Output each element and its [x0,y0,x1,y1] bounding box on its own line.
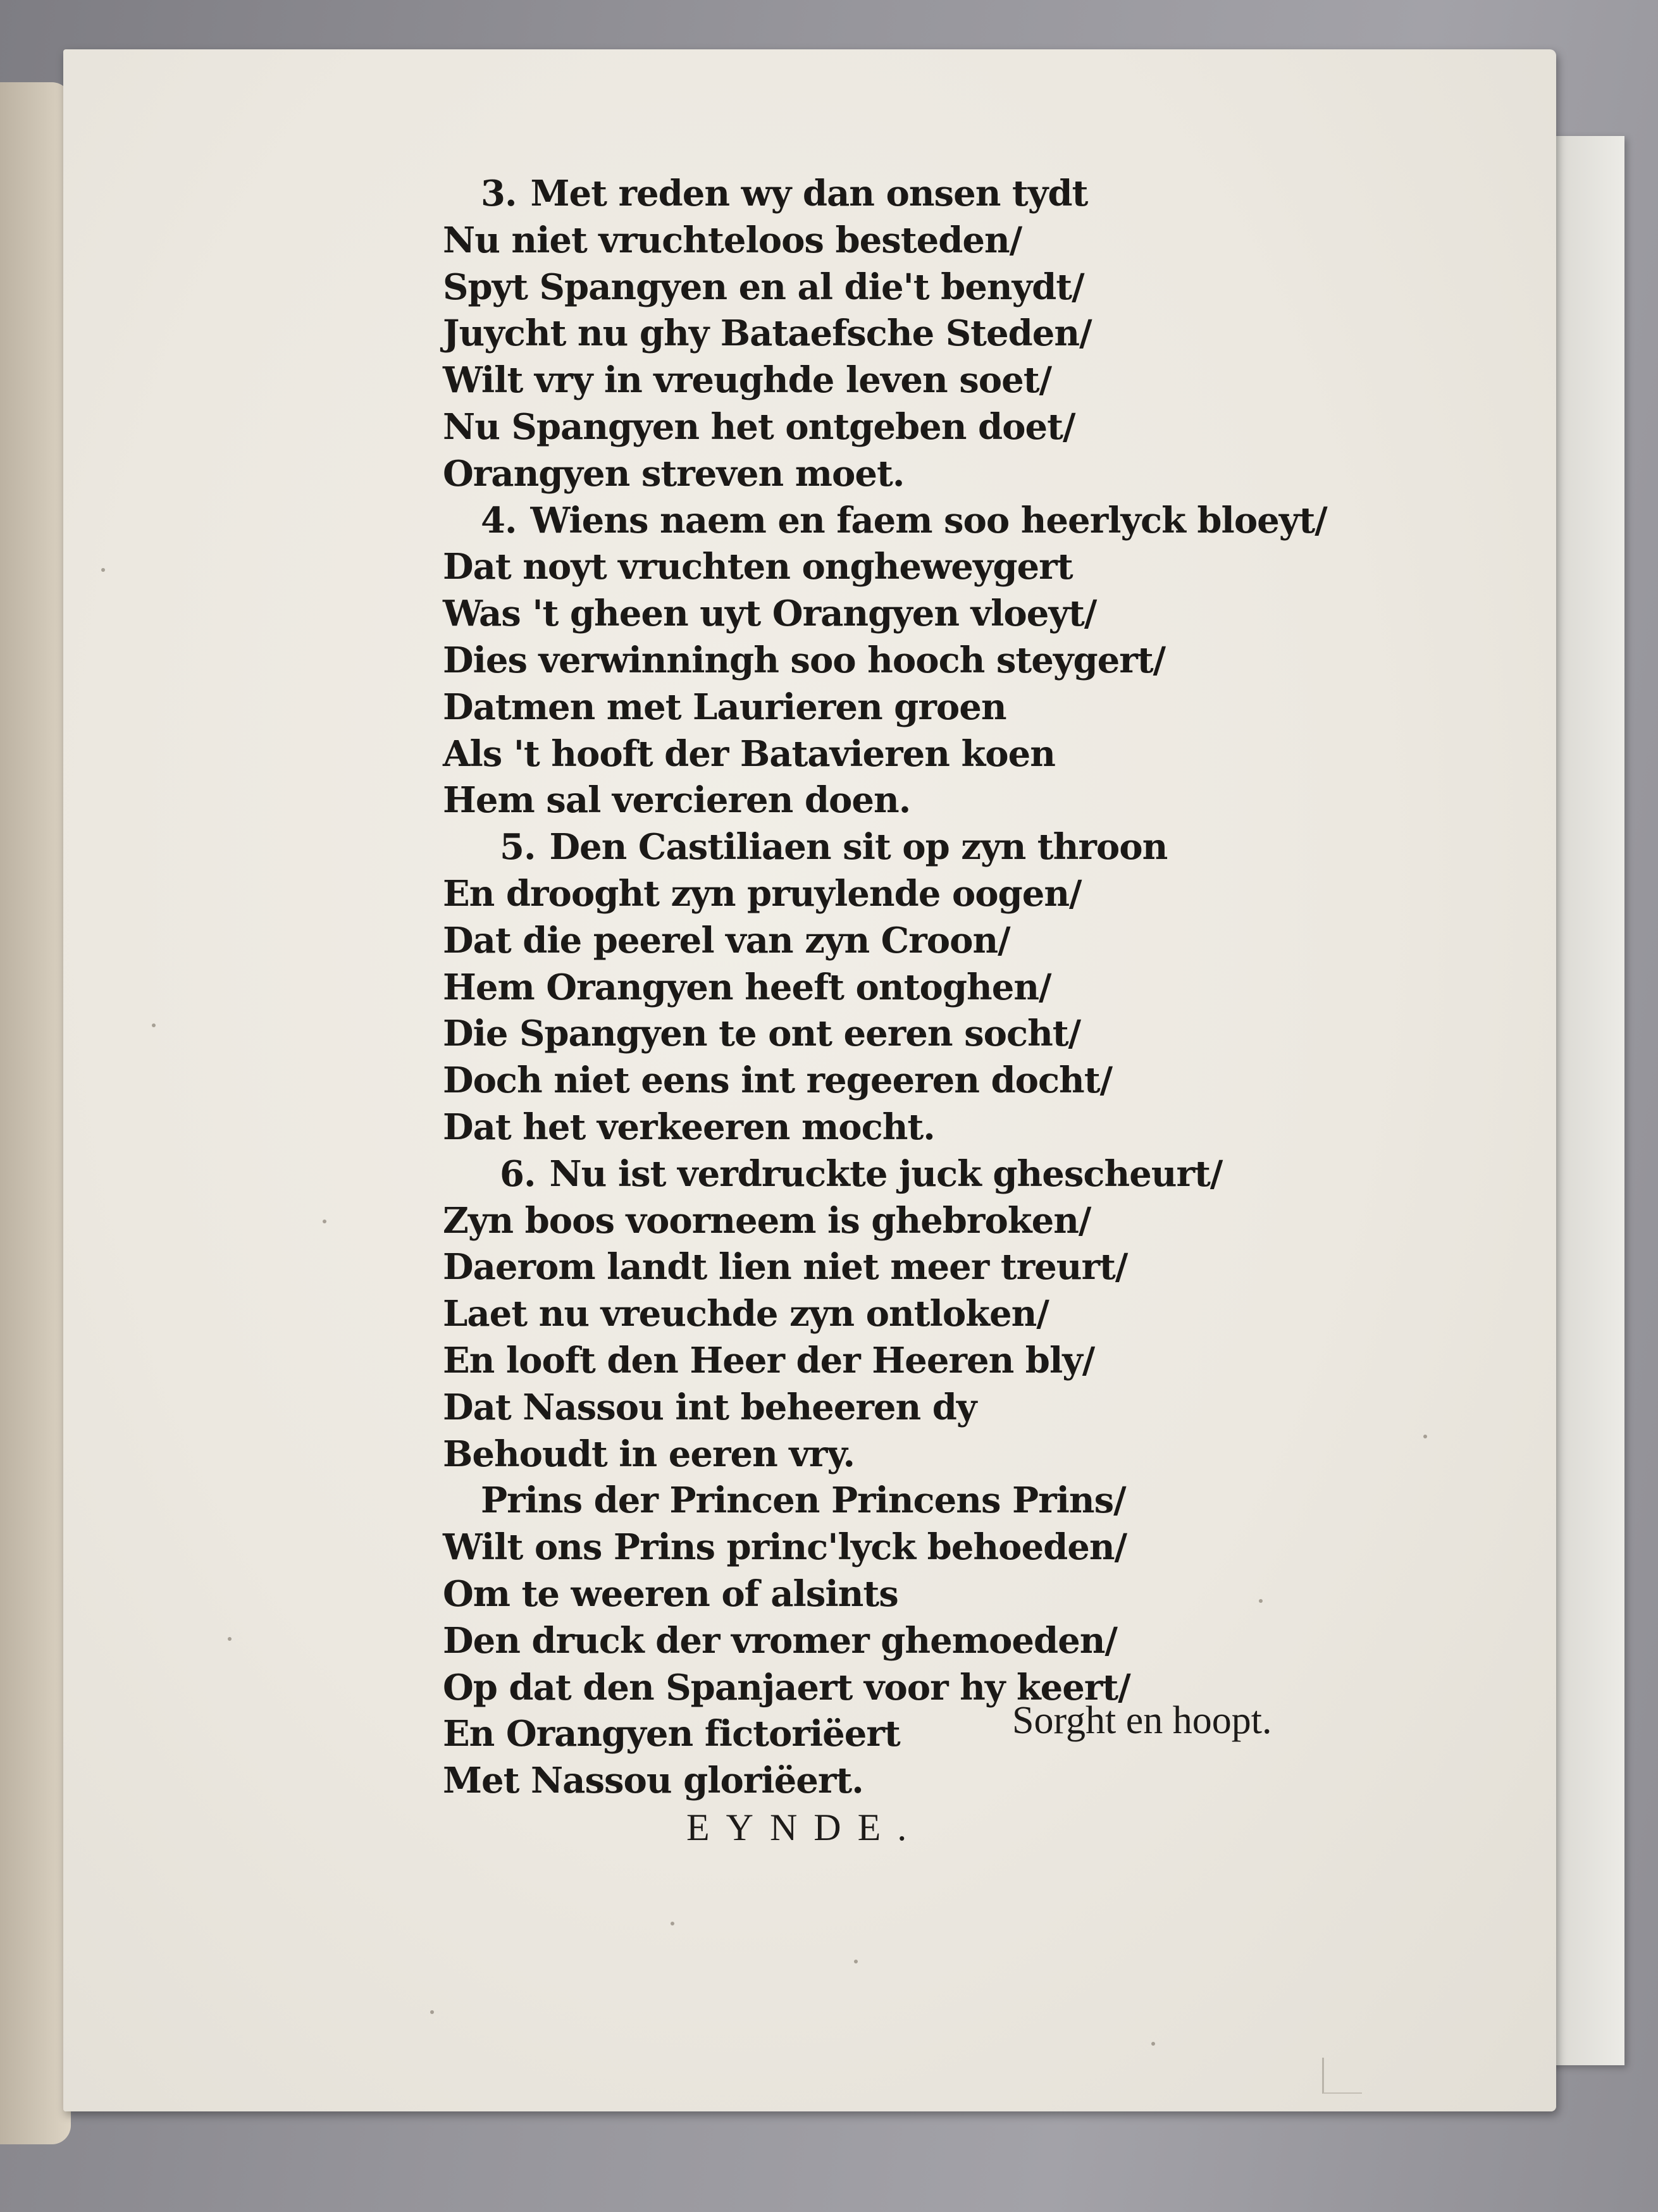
poem-line: Juycht nu ghy Bataefsche Steden/ [443,312,1092,355]
poem-line: Dat die peerel van zyn Croon/ [443,919,1010,961]
poem-line: Spyt Spangyen en al die't benydt/ [443,266,1084,308]
poem-line: Wilt vry in vreughde leven soet/ [443,359,1052,402]
poem-line: Nu Spangyen het ontgeben doet/ [443,405,1075,448]
previous-page-edge [0,82,71,2144]
poem-line: Behoudt in eeren vry. [443,1433,855,1475]
poem-line: Met Nassou gloriëert. [443,1760,863,1802]
poem-line: Wilt ons Prins princ'lyck behoeden/ [443,1526,1127,1569]
poem-line: Datmen met Laurieren groen [443,686,1006,728]
paper-speck [228,1637,232,1641]
poem-line: Daerom landt lien niet meer treurt/ [443,1246,1128,1288]
poem-line: Dat noyt vruchten ongheweygert [443,546,1073,588]
poem-line: Als 't hooft der Batavieren koen [443,732,1055,775]
poem-line: Laet nu vreuchde zyn ontloken/ [443,1293,1049,1335]
poem-line: Dat het verkeeren mocht. [443,1106,935,1148]
poem-line: Dat Nassou int beheeren dy [443,1386,977,1428]
poem-line: 6. Nu ist verdruckte juck ghescheurt/ [500,1152,1223,1195]
poem-text [443,171,1417,1805]
poem-line: Op dat den Spanjaert voor hy keert/ [443,1666,1130,1708]
poem-line: Hem sal vercieren doen. [443,779,911,822]
poem-line: Hem Orangyen heeft ontoghen/ [443,966,1051,1008]
poem-line: 4. Wiens naem en faem soo heerlyck bloeyt/ [481,499,1327,541]
poem-line: Dies verwinningh soo hooch steygert/ [443,639,1166,681]
poem-line: Die Spangyen te ont eeren socht/ [443,1013,1081,1055]
poem-line: Den druck der vromer ghemoeden/ [443,1619,1117,1662]
poem-line: 3. Met reden wy dan onsen tydt [481,173,1088,214]
poem-line: En Orangyen fictoriëert [443,1713,900,1755]
poem-line: Prins der Princen Princens Prins/ [481,1480,1126,1522]
paper-speck [671,1922,674,1925]
poem-line: Doch niet eens int regeeren docht/ [443,1060,1113,1102]
poem-line: Zyn boos voorneem is ghebroken/ [443,1199,1091,1242]
paper-speck [854,1960,858,1963]
poem-line: En drooght zyn pruylende oogen/ [443,872,1082,915]
poem-line: En looft den Heer der Heeren bly/ [443,1339,1095,1381]
poem-line: 5. Den Castiliaen sit op zyn throon [500,826,1168,868]
paper-speck [430,2010,434,2014]
paper-speck [1151,2042,1155,2046]
paper-speck [101,568,105,572]
poem-line: Orangyen streven moet. [443,452,905,495]
page-crease [1322,2058,1362,2094]
poem-line: Nu niet vruchteloos besteden/ [443,219,1022,261]
paper-speck [1423,1435,1427,1438]
ending-word: EYNDE. [686,1807,924,1848]
paper-speck [323,1220,326,1223]
poem-line: Was 't gheen uyt Orangyen vloeyt/ [443,593,1097,635]
paper-speck [152,1023,156,1027]
poem-line: Om te weeren of alsints [443,1572,898,1615]
motto: Sorght en hoopt. [1012,1699,1272,1742]
